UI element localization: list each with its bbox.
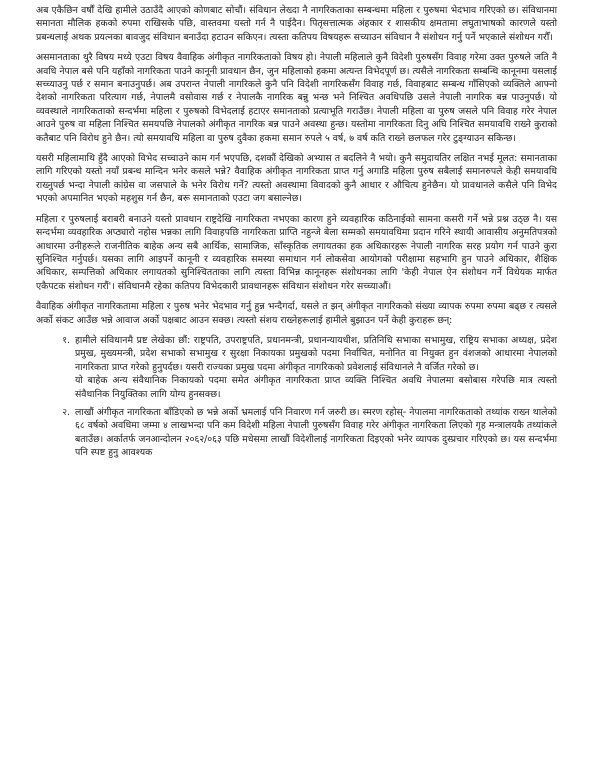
list-item-text: हामीले संविधानमै प्रष्ट लेखेका छौं: राष्ट्रपति, उपराष्ट्रपति, प्रधानमन्त्री, प्रधानन्यायधीश, प्रतिनिधि सभाका सभामुख, राष्ट्रिय सभाका अध्यक्ष, प्रदेश प्रमुख, मुख्यमन्त्री, प्रदेश सभाको सभामुख र सुरक्षा निकायका प्रमुखको पदमा निर्वाचित, मनोनित वा नियुक्त हुन वंशजको आधारमा नेपालको नागरिकता प्राप्त गरेको हुनुपर्दछ। यसरी राज्यका प्रमुख पदमा अंगीकृत नागरिकको प्रवेशलाई संविधानले नै वर्जित गरेको छ। <box>75 334 557 373</box>
paragraph-5: वैवाहिक अंगीकृत नागरिकतामा महिला र पुरुष भनेर भेदभाव गर्नु हुन्न भन्दैगर्दा, यसले त झन् अंगीकृत नागरिकको संख्या व्यापक रुपमा रुपमा बढ्छ र त्यसले अर्को संकट आउँछ भन्ने आवाज अर्को पक्षबाट आउन सक्छ। त्यस्तो संशय राख्नेहरूलाई हामीले बुझाउन पर्ने केही कुराहरू छन्: <box>36 301 557 326</box>
list-item-text: लाखौं अंगीकृत नागरिकता बाँडिएको छ भन्ने अर्को भ्रमलाई पनि निवारण गर्न जरुरी छ। स्मरण रहोस्- नेपालमा नागरिकताको तथ्यांक राख्न थालेको ६८ वर्षको अवधिमा जम्मा ४ लाखभन्दा पनि कम विदेशी महिला नेपाली पुरुषसँग विवाह गरेर अंगीकृत नागरिकता लिएको गृह मन्त्रालयकै तथ्यांकले बताउँछ। अर्कातर्फ जनआन्दोलन २०६२/०६३ पछि मधेसमा लाखौं विदेशीलाई नागरिकता दिइएको भनेर व्यापक दुस्प्रचार गरिएको छ। यस सन्दर्भमा पनि स्पष्ट हुनु आवश्यक <box>75 406 557 459</box>
list-number: १. <box>62 334 70 346</box>
paragraph-2: असमानताका थुरै विषय मध्ये एउटा विषय वैवाहिक अंगीकृत नागरिकताको विषय हो। नेपाली महिलाले कुनै विदेशी पुरुषसँग विवाह गरेमा उक्त पुरुषले जति नै अवधि नेपाल बसे पनि यहाँको नागरिकता पाउने कानूनी प्रावधान छैन, जुन महिलाको हकमा अत्यन्त विभेदपूर्ण छ। त्यसैले नागरिकता सम्बन्धि कानूनमा यसलाई सच्च्याउनु पर्छ र समान बनाउनुपर्छ। अब उपरान्त नेपाली नागरिकले कुनै पनि विदेशी नागरिकसँग विवाह गर्छ, विवाहबाट सम्बन्ध गाँसिएको व्यक्तिले आफ्नो देशको नागरिकता परित्याग गर्छ, नेपालमै वसोवास गर्छ र नेपालकै नागरिक बन्नु भन्छ भने निश्चित अवधिपछि उसले नेपाली नागरिक बन्न पाउनुपर्छ। यो व्यवस्थाले नागरिकताको सन्दर्भमा महिला र पुरुषको विभेदलाई हटाएर समानताको प्रत्याभूति गराउँछ। नेपाली महिला वा पुरुष जसले पनि विवाह गरेर नेपाल आउने पुरुष वा महिला निश्चित समयपछि नेपालको अंगीकृत नागरिक बन्न पाउने अवस्था हुन्छ। यस्तोमा नागरिकता दिनु अघि निश्चित समयावधि राख्ने कुराको कतैबाट पनि विरोध हुने छैन। त्यो समयावधि महिला वा पुरुष दुवैका हकमा समान रुपले ५ वर्ष, ७ वर्ष कति राख्ने छलफल गरेर टुङ्ग्याउन सकिन्छ। <box>36 52 557 144</box>
paragraph-4: महिला र पुरुषलाई बराबरी बनाउने यस्तो प्रावधान राष्ट्रदेखि नागरिकता नभएका कारण हुने व्यवहारिक कठिनाईको सामना कसरी गर्ने भन्ने प्रश्न उठ्छ नै। यस सन्दर्भमा व्यवहारिक अप्ठ्यारो नहोस भन्नका लागि विवाहपछि नागरिकता प्राप्ति नहुन्जे बेला सम्मको समयावधिमा प्रदान गरिने स्थायी आवासीय अनुमतिपत्रको आधारमा उनीहरूले राजनीतिक बाहेक अन्य सबै आर्थिक, सामाजिक, साँस्कृतिक लगायतका हक अधिकारहरू नेपाली नागरिक सरह प्रयोग गर्न पाउने कुरा सुनिश्चित गर्नुपर्छ। यसका लागि आइपर्ने कानूनी र व्यवहारिक समस्या समाधान गर्न लोकसेवा आयोगको परीक्षामा सहभागि हुन पाउने अधिकार, शैक्षिक अधिकार, सम्पत्तिको अधिकार लगायतको सुनिश्चितताका लागि त्यस्ता विभिन्न कानूनहरू संशोधनका लागि 'केही नेपाल ऐन संशोधन गर्ने विधेयक मार्फत एकैपटक संशोधन गरौं'। संविधानमै रहेका कतिपय विभेदकारी प्रावधानहरू संविधान संशोधन गरेर सच्च्याऔं। <box>36 213 557 292</box>
list-item <box>62 334 557 401</box>
list-item-note: यो बाहेक अन्य संवैधानिक निकायको पदमा समेत अंगीकृत नागरिकता प्राप्त व्यक्ति निश्चित अवधि नेपालमा बसोबास गरेपछि मात्र त्यस्तो संवैधानिक नियुक्तिका लागि योग्य हुनसक्छ। <box>75 375 557 400</box>
list-number: २. <box>62 406 70 418</box>
list-item <box>62 406 557 460</box>
numbered-list <box>36 334 557 460</box>
paragraph-3: यसरी महिलामाथि हुँदै आएको विभेद सच्चाउने काम गर्न भएपछि, दशकौं देखिको अभ्यास त बदलिने नै भयो। कुनै समुदायतिर लक्षित नभई मूलत: समानताका लागि गरिएको यस्तो नयाँ प्रबन्ध मान्दिन भनेर कसले भन्ने? वैवाहिक अंगीकृत नागरिकता प्राप्त गर्नु अगाडि महिला पुरुष सबैलाई समानरुपले केही समयावधि राख्नुपर्छ भन्दा नेपाली कांग्रेस वा जसपाले के भनेर विरोध गर्ने? त्यस्तो अवस्थामा विवादको कुनै आधार र औचित्य हुनेछैन। यो प्रावधानले कसैले पनि विभेद भएको अपमानित भएको महशुस गर्न छैन, बरू समानताको एउटा जग बसाल्नेछ। <box>36 153 557 205</box>
paragraph-1: अब एकैछिन वर्षौं देखि हामीले उठाउँदै आएको कोणबाट सोचौं। संविधान लेख्दा नै नागरिकताका सम्बन्धमा महिला र पुरुषमा भेदभाव गरिएको छ। संविधानमा समानता मौलिक हकको रुपमा राखिसके पछि, वास्तवमा यस्तो गर्न नै पाईदैन। पितृसत्तात्मक अंहकार र शासकीय क्षमतामा लघुताभाषको कारणले यस्तो प्रबन्धलाई अथक प्रयत्नका बावजुद संविधान बनाउँदा हटाउन सकिएन। त्यस्ता कतिपय विषयहरू सच्याउन संविधान नै संशोधन गर्नु पर्ने भएकाले संशोधन गरौँ। <box>36 5 557 43</box>
